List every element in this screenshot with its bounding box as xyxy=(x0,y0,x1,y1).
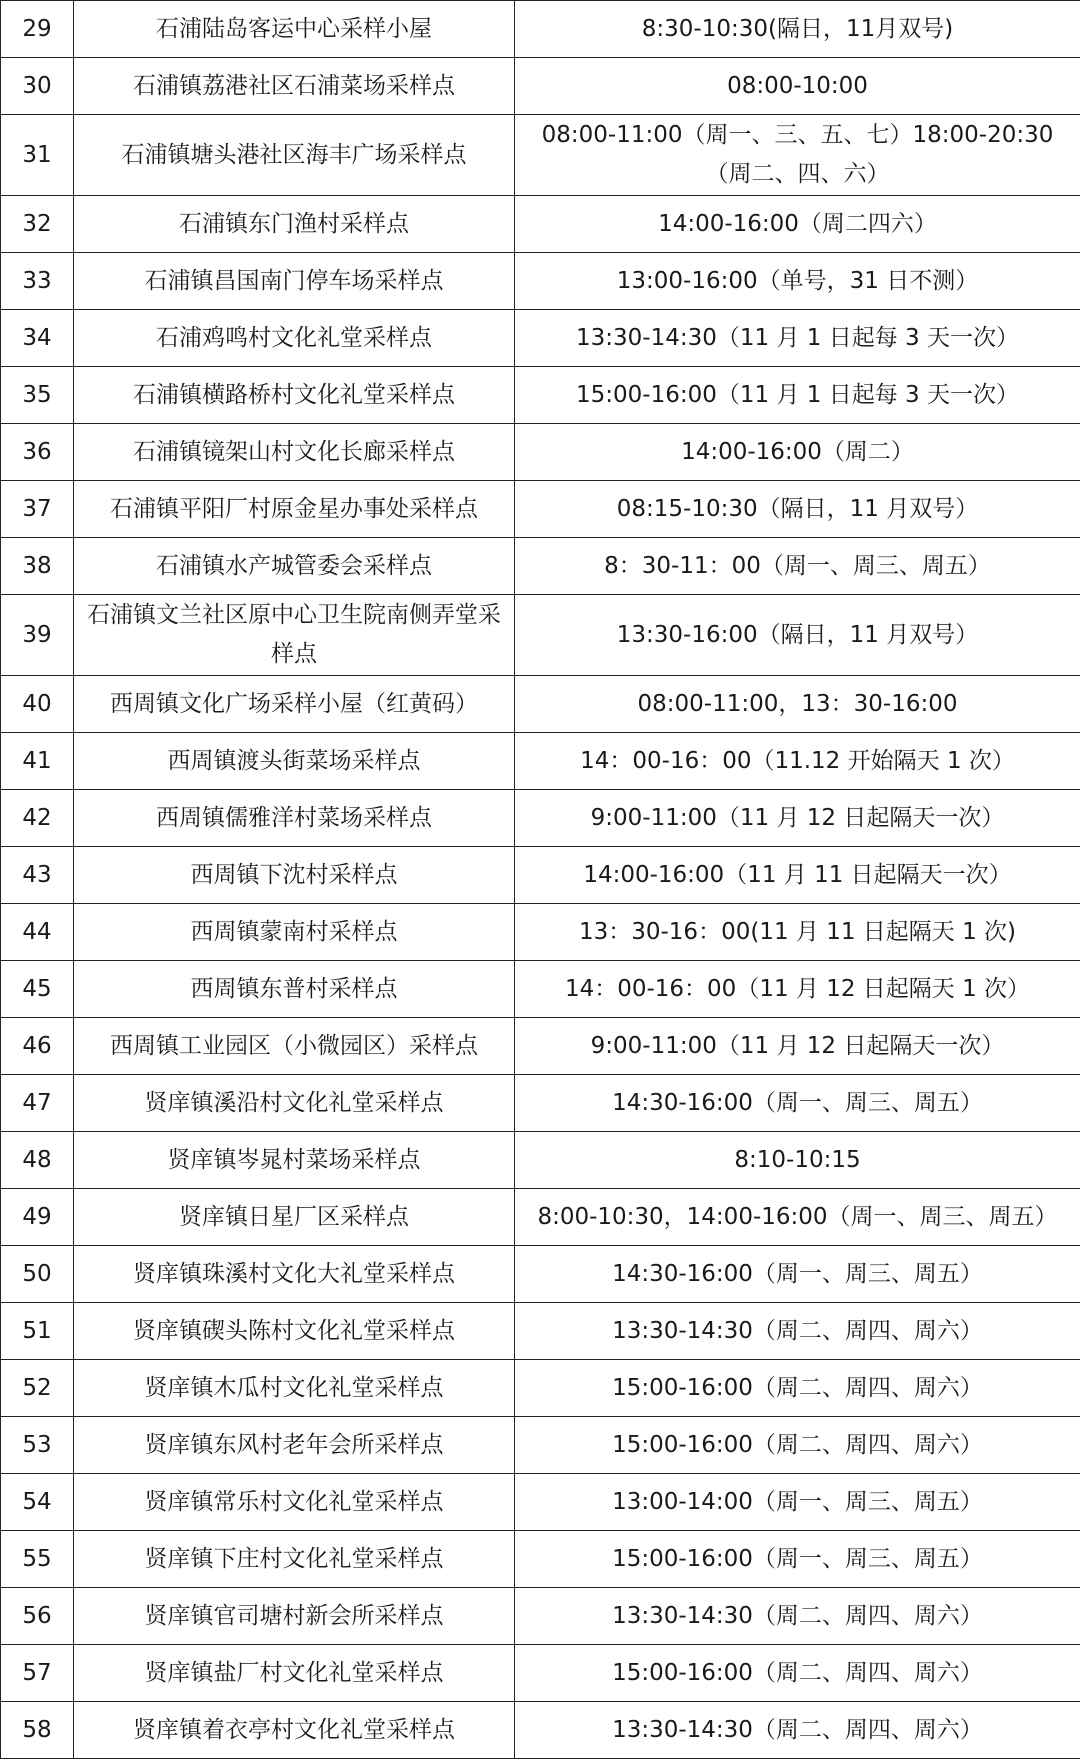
row-number: 29 xyxy=(1,1,74,58)
row-number: 42 xyxy=(1,790,74,847)
table-row xyxy=(1,1531,1080,1588)
sampling-time: 15:00-16:00（周二、周四、周六） xyxy=(515,1417,1080,1474)
row-number: 44 xyxy=(1,904,74,961)
site-name: 石浦陆岛客运中心采样小屋 xyxy=(74,1,515,58)
row-number: 36 xyxy=(1,424,74,481)
row-number: 31 xyxy=(1,115,74,196)
table-body xyxy=(1,1,1080,1759)
sampling-time: 08:00-11:00，13：30-16:00 xyxy=(515,676,1080,733)
site-name: 贤庠镇常乐村文化礼堂采样点 xyxy=(74,1474,515,1531)
row-number: 53 xyxy=(1,1417,74,1474)
row-number: 56 xyxy=(1,1588,74,1645)
sampling-time: 13:30-14:30（11 月 1 日起每 3 天一次） xyxy=(515,310,1080,367)
site-name: 石浦镇平阳厂村原金星办事处采样点 xyxy=(74,481,515,538)
table-row xyxy=(1,1,1080,58)
row-number: 34 xyxy=(1,310,74,367)
table-row xyxy=(1,1645,1080,1702)
site-name: 石浦镇水产城管委会采样点 xyxy=(74,538,515,595)
sampling-time: 8:10-10:15 xyxy=(515,1132,1080,1189)
sampling-time: 13:00-14:00（周一、周三、周五） xyxy=(515,1474,1080,1531)
row-number: 49 xyxy=(1,1189,74,1246)
sampling-time: 15:00-16:00（周二、周四、周六） xyxy=(515,1360,1080,1417)
sampling-time: 15:00-16:00（周二、周四、周六） xyxy=(515,1645,1080,1702)
site-name: 石浦镇昌国南门停车场采样点 xyxy=(74,253,515,310)
table-row xyxy=(1,790,1080,847)
site-name: 西周镇东普村采样点 xyxy=(74,961,515,1018)
sampling-time: 14：00-16：00（11.12 开始隔天 1 次） xyxy=(515,733,1080,790)
row-number: 54 xyxy=(1,1474,74,1531)
table-row xyxy=(1,904,1080,961)
sampling-time: 13:30-14:30（周二、周四、周六） xyxy=(515,1303,1080,1360)
sampling-time: 9:00-11:00（11 月 12 日起隔天一次） xyxy=(515,790,1080,847)
row-number: 51 xyxy=(1,1303,74,1360)
site-name: 贤庠镇日星厂区采样点 xyxy=(74,1189,515,1246)
sampling-time: 13:30-16:00（隔日，11 月双号） xyxy=(515,595,1080,676)
site-name: 贤庠镇木瓜村文化礼堂采样点 xyxy=(74,1360,515,1417)
site-name: 石浦镇东门渔村采样点 xyxy=(74,196,515,253)
table-row xyxy=(1,1417,1080,1474)
row-number: 45 xyxy=(1,961,74,1018)
table-row xyxy=(1,1189,1080,1246)
site-name: 贤庠镇下庄村文化礼堂采样点 xyxy=(74,1531,515,1588)
site-name: 贤庠镇东风村老年会所采样点 xyxy=(74,1417,515,1474)
table-row xyxy=(1,367,1080,424)
row-number: 52 xyxy=(1,1360,74,1417)
table-row xyxy=(1,253,1080,310)
row-number: 30 xyxy=(1,58,74,115)
row-number: 37 xyxy=(1,481,74,538)
row-number: 43 xyxy=(1,847,74,904)
table-row xyxy=(1,481,1080,538)
row-number: 58 xyxy=(1,1702,74,1759)
sampling-time: 14:00-16:00（11 月 11 日起隔天一次） xyxy=(515,847,1080,904)
table-row xyxy=(1,1702,1080,1759)
row-number: 41 xyxy=(1,733,74,790)
site-name: 西周镇下沈村采样点 xyxy=(74,847,515,904)
site-name: 石浦镇镜架山村文化长廊采样点 xyxy=(74,424,515,481)
site-name: 贤庠镇珠溪村文化大礼堂采样点 xyxy=(74,1246,515,1303)
site-name: 西周镇工业园区（小微园区）采样点 xyxy=(74,1018,515,1075)
sampling-time: 13:30-14:30（周二、周四、周六） xyxy=(515,1588,1080,1645)
site-name: 西周镇儒雅洋村菜场采样点 xyxy=(74,790,515,847)
sampling-time: 14：00-16：00（11 月 12 日起隔天 1 次） xyxy=(515,961,1080,1018)
sampling-time: 8:00-10:30，14:00-16:00（周一、周三、周五） xyxy=(515,1189,1080,1246)
sampling-time: 15:00-16:00（周一、周三、周五） xyxy=(515,1531,1080,1588)
site-name: 西周镇蒙南村采样点 xyxy=(74,904,515,961)
table-row xyxy=(1,1588,1080,1645)
table-row xyxy=(1,1303,1080,1360)
sampling-time: 8：30-11：00（周一、周三、周五） xyxy=(515,538,1080,595)
sampling-time: 13:30-14:30（周二、周四、周六） xyxy=(515,1702,1080,1759)
table-row xyxy=(1,961,1080,1018)
row-number: 50 xyxy=(1,1246,74,1303)
sampling-time: 14:00-16:00（周二四六） xyxy=(515,196,1080,253)
table-row xyxy=(1,733,1080,790)
sampling-time: 08:00-11:00（周一、三、五、七）18:00-20:30（周二、四、六） xyxy=(515,115,1080,196)
sampling-time: 14:00-16:00（周二） xyxy=(515,424,1080,481)
row-number: 38 xyxy=(1,538,74,595)
site-name: 西周镇文化广场采样小屋（红黄码） xyxy=(74,676,515,733)
sampling-time: 13:00-16:00（单号，31 日不测） xyxy=(515,253,1080,310)
sampling-time: 13：30-16：00(11 月 11 日起隔天 1 次) xyxy=(515,904,1080,961)
site-name: 贤庠镇着衣亭村文化礼堂采样点 xyxy=(74,1702,515,1759)
row-number: 32 xyxy=(1,196,74,253)
sampling-time: 08:15-10:30（隔日，11 月双号） xyxy=(515,481,1080,538)
table-row xyxy=(1,1075,1080,1132)
table-row xyxy=(1,847,1080,904)
site-name: 石浦镇横路桥村文化礼堂采样点 xyxy=(74,367,515,424)
sampling-time: 14:30-16:00（周一、周三、周五） xyxy=(515,1246,1080,1303)
table-row xyxy=(1,424,1080,481)
table-row xyxy=(1,1360,1080,1417)
row-number: 40 xyxy=(1,676,74,733)
sampling-time: 8:30-10:30(隔日，11月双号) xyxy=(515,1,1080,58)
row-number: 33 xyxy=(1,253,74,310)
site-name: 石浦镇荔港社区石浦菜场采样点 xyxy=(74,58,515,115)
site-name: 贤庠镇盐厂村文化礼堂采样点 xyxy=(74,1645,515,1702)
row-number: 46 xyxy=(1,1018,74,1075)
sampling-time: 08:00-10:00 xyxy=(515,58,1080,115)
table-row xyxy=(1,595,1080,676)
row-number: 57 xyxy=(1,1645,74,1702)
table-row xyxy=(1,58,1080,115)
sampling-time: 14:30-16:00（周一、周三、周五） xyxy=(515,1075,1080,1132)
site-name: 西周镇渡头街菜场采样点 xyxy=(74,733,515,790)
table-row xyxy=(1,1018,1080,1075)
table-row xyxy=(1,310,1080,367)
site-name: 石浦镇塘头港社区海丰广场采样点 xyxy=(74,115,515,196)
table-row xyxy=(1,538,1080,595)
site-name: 石浦镇文兰社区原中心卫生院南侧弄堂采样点 xyxy=(74,595,515,676)
table-row xyxy=(1,1246,1080,1303)
table-row xyxy=(1,1132,1080,1189)
site-name: 贤庠镇岑晁村菜场采样点 xyxy=(74,1132,515,1189)
row-number: 35 xyxy=(1,367,74,424)
site-name: 石浦鸡鸣村文化礼堂采样点 xyxy=(74,310,515,367)
sampling-time: 15:00-16:00（11 月 1 日起每 3 天一次） xyxy=(515,367,1080,424)
sampling-time: 9:00-11:00（11 月 12 日起隔天一次） xyxy=(515,1018,1080,1075)
table-row xyxy=(1,196,1080,253)
site-name: 贤庠镇碶头陈村文化礼堂采样点 xyxy=(74,1303,515,1360)
row-number: 39 xyxy=(1,595,74,676)
row-number: 48 xyxy=(1,1132,74,1189)
table-row xyxy=(1,1474,1080,1531)
row-number: 55 xyxy=(1,1531,74,1588)
site-name: 贤庠镇溪沿村文化礼堂采样点 xyxy=(74,1075,515,1132)
table-row xyxy=(1,115,1080,196)
row-number: 47 xyxy=(1,1075,74,1132)
site-name: 贤庠镇官司塘村新会所采样点 xyxy=(74,1588,515,1645)
table-row xyxy=(1,676,1080,733)
